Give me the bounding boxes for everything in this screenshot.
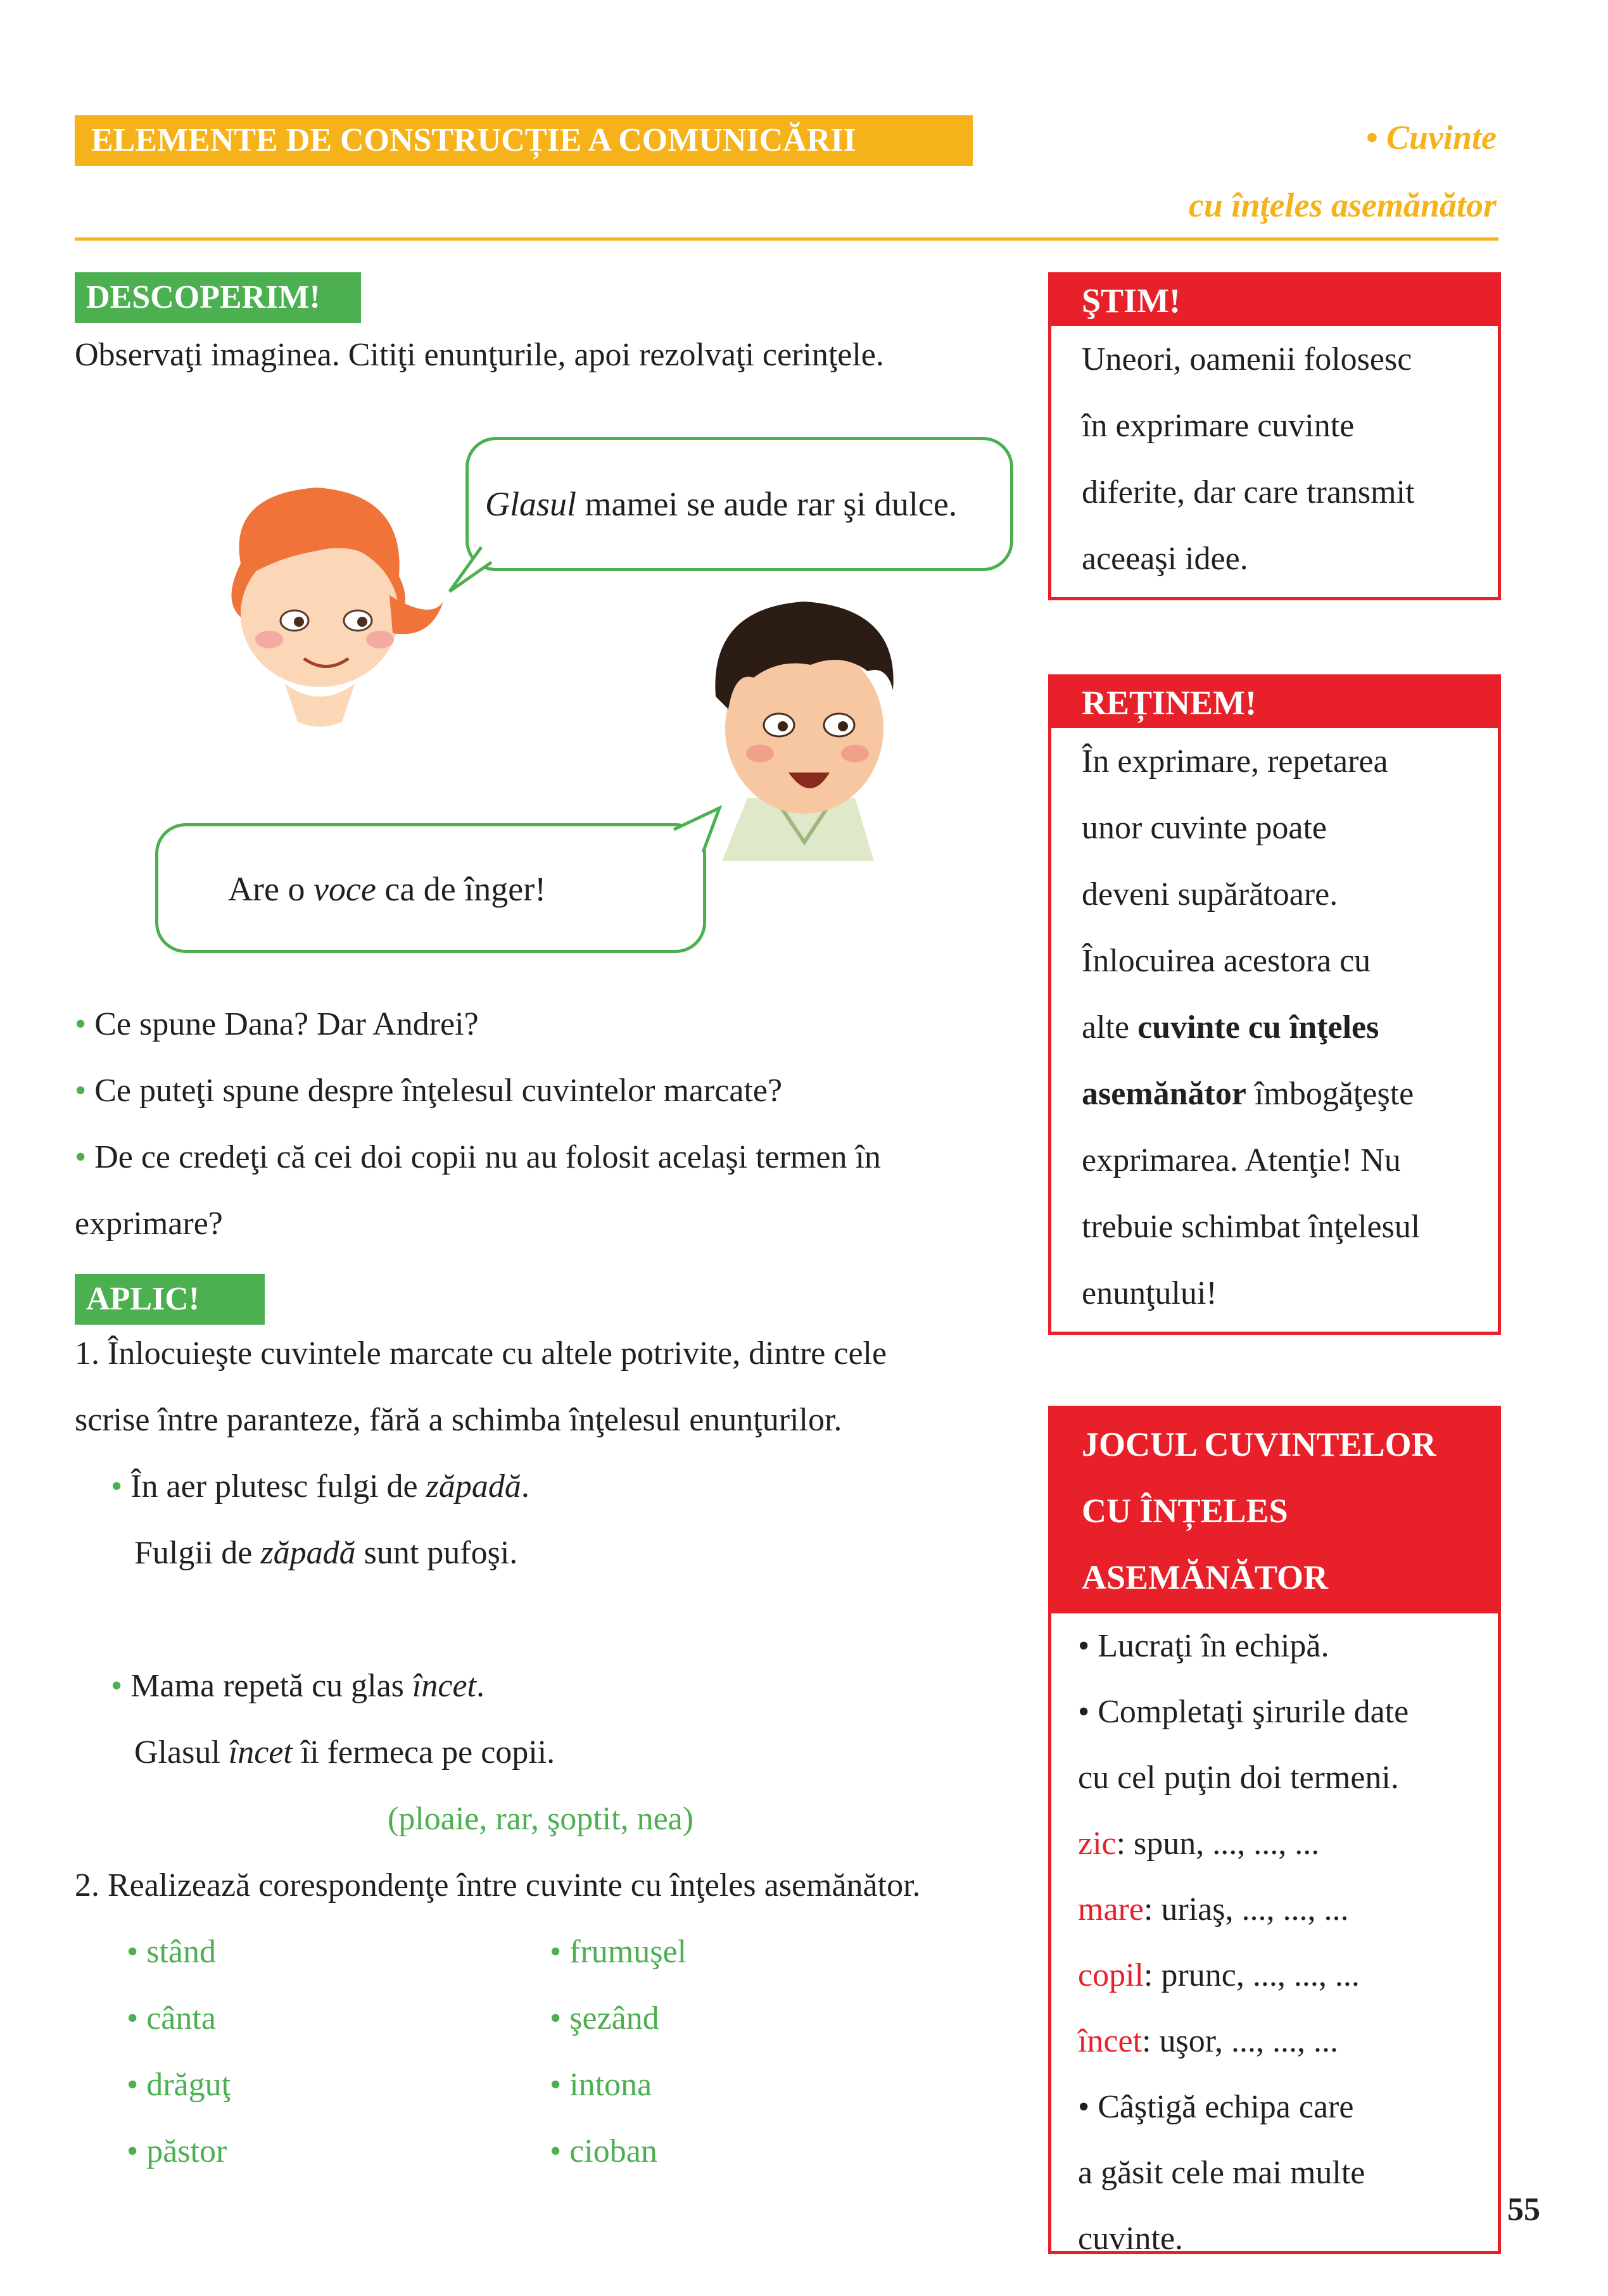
left-word-3: • drăguţ (127, 2067, 231, 2103)
joc-title-line-3: ASEMĂNĂTOR (1082, 1558, 1329, 1596)
retinem-line-7: exprimarea. Atenţie! Nu (1082, 1142, 1401, 1178)
retinem-title: REȚINEM! (1051, 678, 1498, 728)
topic-line-2: cu înţeles asemănător (1188, 186, 1497, 224)
joc-title (1051, 1409, 1498, 1613)
retinem-line-5: alte cuvinte cu înţeles (1082, 1009, 1379, 1045)
stim-line-4: aceeaşi idee. (1082, 541, 1248, 577)
aplic-label: APLIC! (75, 1274, 265, 1325)
joc-bullet-3-cont-1: a găsit cele mai multe (1078, 2155, 1365, 2191)
exercise-2: 2. Realizează corespondenţe între cuvinte cu înţeles asemănător. (75, 1867, 921, 1903)
bubble-boy-text-1: Are o (228, 870, 313, 908)
bubble-boy-text-2: ca de înger! (376, 870, 547, 908)
joc-row-copil: copil: prunc, ..., ..., ... (1078, 1957, 1360, 1993)
left-word-1: • stând (127, 1934, 216, 1970)
topic-line-1: • Cuvinte (1365, 118, 1497, 156)
joc-title-line-2: CU ÎNȚELES (1082, 1492, 1288, 1530)
retinem-line-4: Înlocuirea acestora cu (1082, 943, 1371, 979)
right-word-1: • frumuşel (550, 1934, 687, 1970)
descoperim-label: DESCOPERIM! (75, 272, 361, 323)
joc-row-zic: zic: spun, ..., ..., ... (1078, 1826, 1320, 1862)
joc-bullet-3: • Câştigă echipa care (1078, 2089, 1354, 2125)
stim-box (1048, 272, 1501, 600)
girl-illustration (190, 469, 456, 735)
joc-body (1051, 1613, 1498, 2272)
joc-bullet-1: • Lucraţi în echipă. (1078, 1628, 1329, 1664)
joc-box (1048, 1406, 1501, 2257)
stim-body (1051, 326, 1498, 592)
bubble-boy-tail (671, 804, 722, 855)
right-word-4: • cioban (550, 2133, 657, 2169)
question-2: • Ce puteţi spune despre înţelesul cuvintelor marcate? (75, 1073, 783, 1109)
right-word-3: • intona (550, 2067, 652, 2103)
question-1: • Ce spune Dana? Dar Andrei? (75, 1006, 479, 1042)
left-word-4: • păstor (127, 2133, 227, 2169)
speech-bubble-boy (155, 823, 706, 953)
section-title: ELEMENTE DE CONSTRUCȚIE A COMUNICĂRII (91, 122, 856, 158)
joc-bullet-3-cont-2: cuvinte. (1078, 2221, 1184, 2257)
joc-bullet-2: • Completaţi şirurile date (1078, 1694, 1409, 1730)
right-word-2: • şezând (550, 2000, 659, 2036)
stim-line-3: diferite, dar care transmit (1082, 474, 1415, 510)
descoperim-instruction: Observaţi imaginea. Citiţi enunţurile, apoi rezolvaţi cerinţele. (75, 337, 884, 373)
word-options: (ploaie, rar, şoptit, nea) (388, 1801, 694, 1837)
question-3-cont: exprimare? (75, 1206, 223, 1242)
retinem-line-8: trebuie schimbat înţelesul (1082, 1209, 1421, 1245)
exercise-1-line-1: 1. Înlocuieşte cuvintele marcate cu altele potrivite, dintre cele (75, 1335, 887, 1372)
bubble-girl-text: mamei se aude rar şi dulce. (576, 485, 958, 523)
sentence-1a: • În aer plutesc fulgi de zăpadă. (111, 1468, 529, 1504)
joc-row-mare: mare: uriaş, ..., ..., ... (1078, 1891, 1349, 1927)
sentence-1b: Fulgii de zăpadă sunt pufoşi. (134, 1535, 518, 1571)
section-title-badge (75, 115, 973, 166)
sentence-2a: • Mama repetă cu glas încet. (111, 1668, 484, 1704)
exercise-1-line-2: scrise între paranteze, fără a schimba înţelesul enunţurilor. (75, 1402, 842, 1438)
stim-title: ŞTIM! (1051, 275, 1498, 326)
sentence-2b: Glasul încet îi fermeca pe copii. (134, 1734, 555, 1770)
joc-row-incet: încet: uşor, ..., ..., ... (1078, 2023, 1338, 2059)
stim-line-2: în exprimare cuvinte (1082, 408, 1355, 444)
joc-bullet-2-cont: cu cel puţin doi termeni. (1078, 1760, 1399, 1796)
left-word-2: • cânta (127, 2000, 216, 2036)
stim-line-1: Uneori, oamenii folosesc (1082, 341, 1412, 377)
retinem-line-1: În exprimare, repetarea (1082, 743, 1388, 779)
header-divider (75, 237, 1498, 241)
retinem-line-3: deveni supărătoare. (1082, 876, 1338, 912)
bubble-boy-italic: voce (313, 870, 376, 908)
retinem-body (1051, 728, 1498, 1327)
retinem-box (1048, 674, 1501, 1335)
bubble-girl-italic: Glasul (485, 485, 577, 523)
speech-bubble-girl (465, 437, 1013, 571)
page-number: 55 (1507, 2192, 1540, 2228)
bubble-girl-tail (443, 545, 494, 595)
retinem-line-6: asemănător îmbogăţeşte (1082, 1076, 1414, 1112)
retinem-line-2: unor cuvinte poate (1082, 810, 1327, 846)
retinem-line-9: enunţului! (1082, 1275, 1217, 1311)
question-3: • De ce credeţi că cei doi copii nu au folosit acelaşi termen în (75, 1139, 881, 1175)
joc-title-line-1: JOCUL CUVINTELOR (1082, 1425, 1436, 1463)
